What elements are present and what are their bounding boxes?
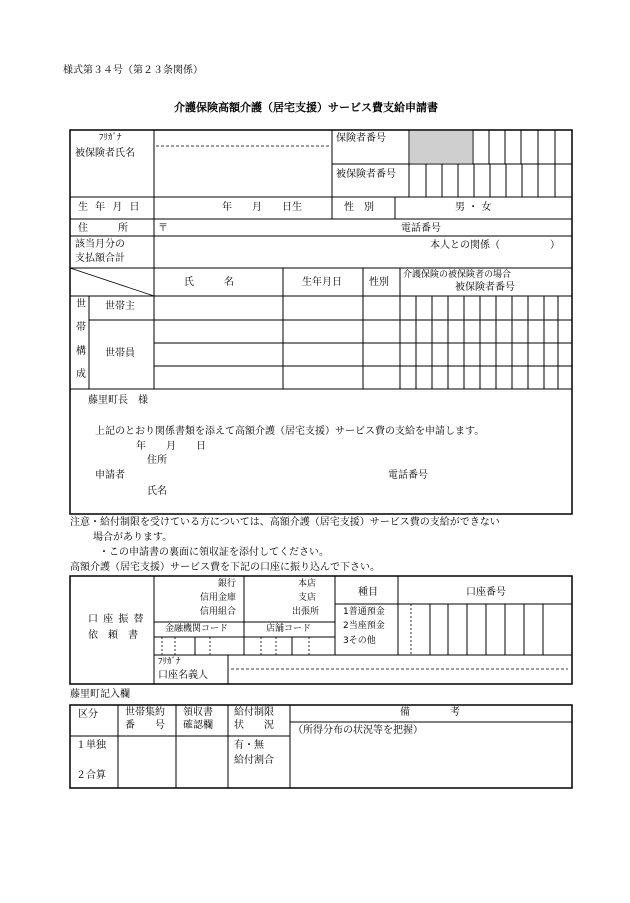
form-number: 様式第３４号（第２３条関係） [63,65,203,76]
note-1b: 場合があります。 [93,532,173,543]
bank-code-label: 金融機関コード [165,624,229,634]
col-remarks: 備 考 [400,707,460,718]
postal-mark: 〒 [158,223,168,234]
kubun-option[interactable]: ２合算 [76,770,106,781]
head-name-field[interactable] [155,297,282,319]
applicant-name-label: 氏名 [147,486,167,497]
remarks-subtitle: （所得分布の状況等を把握） [293,725,423,736]
account-number-label: 口座番号 [466,587,506,598]
payment-total-label-1: 該当月分の [75,239,125,250]
col-insured-number: 被保険者番号 [455,282,515,293]
bank-type-option[interactable]: 信用組合 [200,607,237,617]
limit-option[interactable]: 有・無 [234,740,264,751]
insured-number-field[interactable] [409,165,571,196]
holder-furigana-label: ﾌﾘｶﾞﾅ [158,657,181,667]
col-receipt-2: 確認欄 [183,720,213,731]
town-section-label: 藤里町記入欄 [70,689,130,700]
kubun-option[interactable]: １単独 [76,740,106,751]
household-head-label: 世帯主 [105,301,135,312]
insured-name-field[interactable] [156,147,330,195]
addressee: 藤里町長 様 [88,395,148,406]
household-members-label: 世帯員 [105,348,135,359]
benefit-ratio-label: 給付割合 [234,755,274,766]
address-label: 住 所 [78,223,128,234]
bank-name-field[interactable] [155,577,199,621]
branch-type-option[interactable]: 支店 [298,593,317,603]
applicant-address-label: 住所 [147,455,167,466]
household-side-char: 世 [76,299,86,310]
account-kind-option[interactable]: 2当座預金 [343,621,385,631]
insurer-number-field[interactable] [473,131,571,163]
bank-type-option[interactable]: 信用金庫 [200,593,237,603]
phone-label: 電話番号 [401,223,441,234]
insured-number-label: 被保険者番号 [336,169,396,180]
insured-name-label: 被保険者氏名 [75,148,135,159]
col-receipt-1: 領収書 [183,707,213,718]
account-holder-field[interactable] [229,656,571,683]
household-side-char: 成 [76,369,86,380]
insurer-number-shaded-cell [410,131,472,163]
bank-transfer-label-2: 依 頼 書 [88,630,138,641]
application-statement: 上記のとおり関係書類を添えて高額介護（居宅支援）サービス費の支給を申請します。 [95,426,485,437]
account-kind-option[interactable]: 1普通預金 [343,607,385,617]
account-number-field[interactable] [399,605,571,654]
bank-transfer-label-1: 口 座 振 替 [88,614,145,625]
address-field[interactable] [170,220,395,235]
payment-total-label-2: 支払額合計 [75,253,125,264]
account-kind-option[interactable]: 3その他 [343,636,376,646]
col-insured-caption: 介護保険の被保険者の場合 [403,270,512,280]
col-household-no-2: 番 号 [125,720,165,731]
note-2: ・この申請書の裏面に領収証を添付してください。 [99,547,329,558]
branch-code-label: 店舗コード [266,624,312,634]
household-side-char: 構 [76,346,86,357]
household-side-char: 帯 [76,322,86,333]
branch-type-option[interactable]: 本店 [298,579,317,589]
col-dob: 生年月日 [302,277,342,288]
dob-label: 生 年 月 日 [78,202,142,213]
col-name: 氏 名 [184,277,234,288]
insurer-number-label: 保険者番号 [336,133,386,144]
sex-label: 性 別 [344,202,374,213]
application-date[interactable]: 年 月 日 [136,441,206,452]
applicant-label: 申請者 [95,470,125,481]
bank-type-option[interactable]: 銀行 [218,579,237,589]
dob-value[interactable]: 年 月 日生 [222,202,302,213]
col-kubun: 区分 [78,709,98,720]
branch-type-option[interactable]: 出張所 [292,607,320,617]
col-household-no-1: 世帯集約 [125,707,165,718]
note-3: 高額介護（居宅支援）サービス費を下記の口座に振り込んで下さい。 [70,562,380,573]
note-1: 注意・給付制限を受けている方については、高額介護（居宅支援）サービス費の支給ができない [70,517,500,528]
furigana-label: ﾌﾘｶﾞﾅ [99,133,122,143]
account-holder-label: 口座名義人 [158,670,208,681]
branch-name-field[interactable] [245,577,291,621]
applicant-phone-label: 電話番号 [388,470,428,481]
relation-label[interactable]: 本人との関係（ ） [430,240,560,251]
sex-value[interactable]: 男 ・ 女 [455,202,492,213]
form-title: 介護保険高額介護（居宅支援）サービス費支給申請書 [174,101,438,114]
payment-total-field[interactable] [156,238,406,266]
member-name-fields[interactable] [155,321,282,388]
col-sex: 性別 [369,277,389,288]
col-limit-1: 給付制限 [234,707,274,718]
account-kind-label: 種目 [358,587,378,598]
col-limit-2: 状 況 [234,720,274,731]
